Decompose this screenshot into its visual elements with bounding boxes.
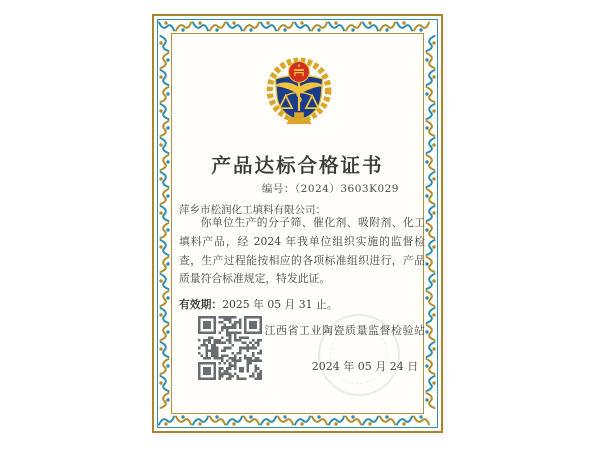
ornament-border-top [158, 20, 437, 33]
validity-line [179, 297, 338, 312]
certificate-title: 产品达标合格证书 [211, 154, 384, 177]
validity-label: 有效期： [179, 298, 223, 311]
market-supervision-emblem-icon [264, 51, 334, 129]
validity-value: 2025 年 05 月 31 止。 [222, 298, 338, 311]
ornament-border-right [424, 35, 437, 412]
issuer-name: 江西省工业陶瓷质量监督检验站 [264, 324, 426, 337]
ornament-border-bottom [158, 414, 437, 427]
qr-code [198, 316, 262, 380]
seal-watermark [307, 303, 410, 406]
ornament-border-left [158, 35, 171, 412]
certificate [152, 14, 443, 433]
recipient-company: 萍乡市松润化工填料有限公司： [179, 204, 326, 216]
certificate-number: 编号：（2024）3603K029 [261, 183, 399, 195]
issue-date: 2024 年 05 月 24 日 [311, 360, 419, 373]
certificate-body: 你单位生产的分子筛、催化剂、吸附剂、化工填料产品，经 2024 年我单位组织实施的监督检查，生产过程能按相应的各项标准组织进行，产品质量符合标准规定，特发此证。 [179, 216, 425, 286]
